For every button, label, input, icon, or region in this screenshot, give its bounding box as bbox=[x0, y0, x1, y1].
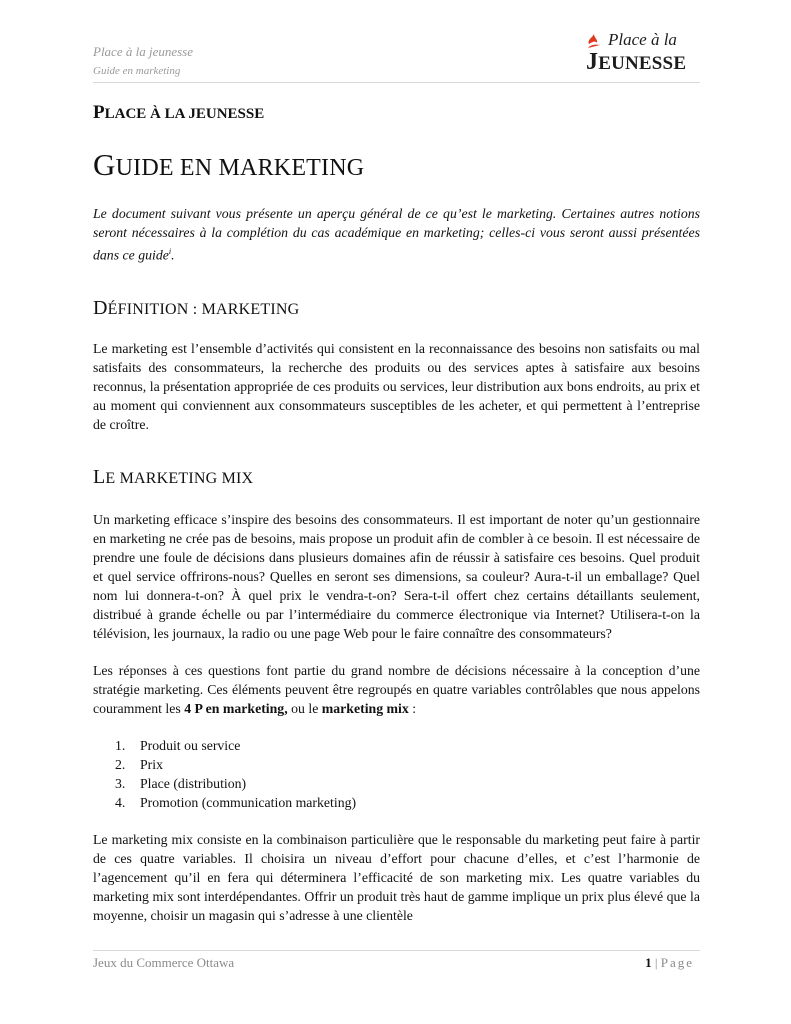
list-item bbox=[115, 755, 700, 774]
logo-text-bottom bbox=[586, 48, 686, 78]
header-subtitle: Guide en marketing bbox=[93, 65, 181, 77]
logo-text-top: Place à la bbox=[608, 30, 677, 49]
document-body bbox=[93, 100, 700, 925]
list-item-text: Prix bbox=[140, 756, 163, 772]
bold-term-4p: 4 P en marketing, bbox=[184, 700, 288, 716]
heading-rest: E MARKETING MIX bbox=[105, 469, 254, 487]
list-item-text: Place (distribution) bbox=[140, 775, 247, 791]
paragraph-text: : bbox=[408, 700, 417, 716]
logo-initial: J bbox=[586, 49, 599, 75]
list-item bbox=[115, 793, 700, 812]
list-item-number: 2. bbox=[115, 756, 126, 772]
document-title bbox=[93, 147, 700, 186]
place-a-la-jeunesse-logo bbox=[586, 30, 700, 78]
section-heading-marketing-mix bbox=[93, 464, 700, 492]
heading-rest: ÉFINITION : MARKETING bbox=[107, 300, 300, 318]
footer-divider bbox=[93, 950, 700, 951]
page-footer bbox=[93, 955, 700, 973]
document-supertitle bbox=[93, 100, 700, 127]
page-label: Page bbox=[660, 955, 694, 970]
heading-initial: D bbox=[93, 296, 108, 319]
list-item-text: Promotion (communication marketing) bbox=[140, 794, 357, 810]
paragraph-text: ou le bbox=[287, 700, 322, 716]
supertitle-rest: LACE À LA JEUNESSE bbox=[104, 106, 265, 122]
heading-initial: L bbox=[93, 465, 106, 488]
marketing-mix-paragraph-2 bbox=[93, 661, 700, 718]
four-p-list bbox=[115, 736, 700, 812]
header-divider bbox=[93, 82, 700, 83]
bold-term-marketing-mix: marketing mix bbox=[321, 700, 409, 716]
paragraph-text: Les réponses à ces questions font partie du grand nombre de décisions nécessaire à la conception d’une stratégie marketing. Ces éléments peuvent être regroupés en quatre variables contrôlables que nous appelons couramment les bbox=[93, 662, 700, 716]
intro-paragraph bbox=[93, 204, 700, 265]
intro-text: Le document suivant vous présente un aperçu général de ce qu’est le marketing. Certaines autres notions seront nécessaires à la complétion du cas académique en marketing; celles-ci vous seront aussi présentées dans ce guide bbox=[93, 206, 700, 263]
page-separator: | bbox=[654, 955, 658, 970]
title-rest: UIDE EN MARKETING bbox=[115, 155, 365, 181]
page-number: 1 bbox=[645, 955, 652, 970]
supertitle-initial: P bbox=[93, 102, 105, 123]
list-item-number: 1. bbox=[115, 737, 126, 753]
list-item-number: 3. bbox=[115, 775, 126, 791]
page-indicator bbox=[645, 955, 694, 971]
logo-rest: EUNESSE bbox=[598, 53, 687, 74]
list-item bbox=[115, 736, 700, 755]
header-title: Place à la jeunesse bbox=[93, 44, 193, 59]
list-item-number: 4. bbox=[115, 794, 126, 810]
marketing-mix-paragraph-1: Un marketing efficace s’inspire des besoins des consommateurs. Il est important de noter qu’un gestionnaire en marketing ne crée pas de besoins, mais propose un produit afin de combler à ce besoin. Il est nécessaire de prendre une foule de décisions dans plusieurs domaines afin de réussir à satisfaire ces besoins. Quel produit et quel service offrirons-nous? Quelles en seront ses dimensions, sa couleur? Aura-t-il un emballage? Quel nom lui donnera-t-on? À quel prix le vendra-t-on? Sera-t-il offert chez certains détaillants seulement, distribué à grande échelle ou par l’intermédiaire du commerce électronique via Internet? Utilisera-t-on la télévision, les journaux, la radio ou une page Web pour le faire connaître des consommateurs? bbox=[93, 511, 700, 641]
title-initial: G bbox=[93, 147, 116, 182]
section-heading-definition bbox=[93, 295, 700, 323]
intro-end: . bbox=[171, 247, 175, 263]
marketing-mix-paragraph-3: Le marketing mix consiste en la combinaison particulière que le responsable du marketing peut faire à partir de ces quatre variables. Il choisira un niveau d’effort pour chacune d’elles, et c’est l’harmonie de l’agencement qu’il en fera qui déterminera l’efficacité de son marketing mix. Les quatre variables du marketing mix sont interdépendantes. Offrir un produit très haut de gamme implique un prix plus élevé que la moyenne, choisir un magasin qui s’adresse à une clientèle bbox=[93, 831, 700, 923]
footer-organization: Jeux du Commerce Ottawa bbox=[93, 955, 235, 970]
list-item bbox=[115, 774, 700, 793]
list-item-text: Produit ou service bbox=[140, 737, 241, 753]
intro-endnote-ref[interactable]: i bbox=[168, 247, 172, 256]
definition-paragraph: Le marketing est l’ensemble d’activités qui consistent en la reconnaissance des besoins non satisfaits ou mal satisfaits des consommateurs, la recherche des produits ou des services aptes à satisfaire aux besoins reconnus, la présentation appropriée de ces produits ou services, leur distribution aux bons endroits, au prix et au moment qui conviennent aux consommateurs susceptibles de les acheter, et qui permettent à l’entreprise de croître. bbox=[93, 340, 700, 432]
